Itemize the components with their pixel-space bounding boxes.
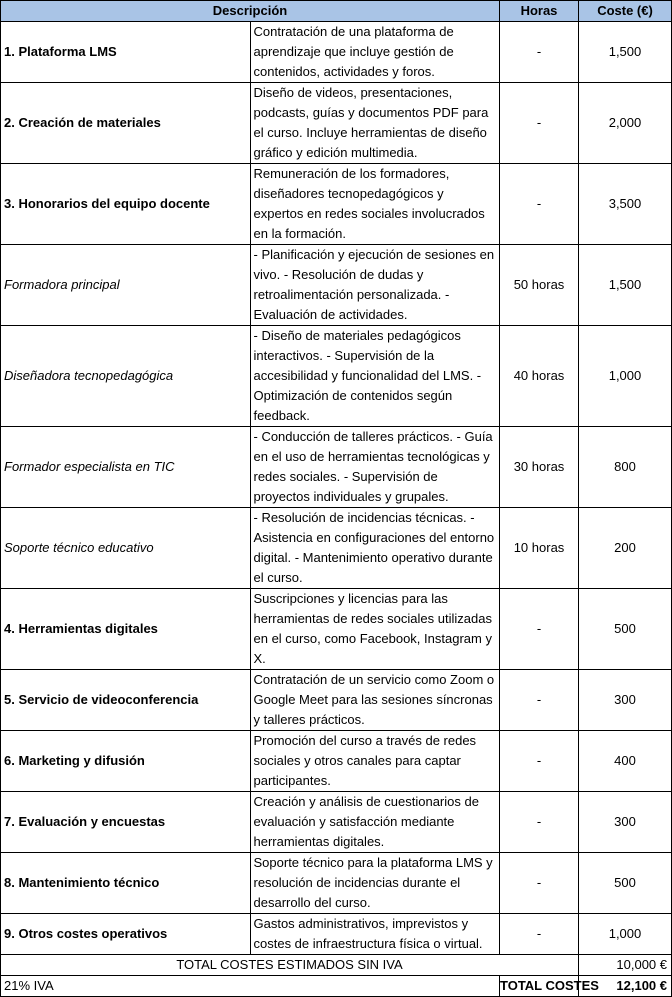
total-row [1, 976, 672, 997]
row-label: 8. Mantenimiento técnico [1, 853, 251, 914]
row-hours: - [500, 83, 579, 164]
row-description: Contratación de un servicio como Zoom o Google Meet para las sesiones síncronas y talleres prácticos. [250, 670, 500, 731]
subtotal-row [1, 955, 672, 976]
table-row [1, 22, 672, 83]
total-value: 12,100 € [579, 976, 672, 997]
header-descripcion: Descripción [1, 1, 500, 22]
row-label: Formador especialista en TIC [1, 427, 251, 508]
row-cost: 300 [579, 670, 672, 731]
row-description: Remuneración de los formadores, diseñadores tecnopedagógicos y expertos en redes sociales involucrados en la formación. [250, 164, 500, 245]
table-row [1, 164, 672, 245]
table-row [1, 589, 672, 670]
table-row [1, 427, 672, 508]
row-label: 4. Herramientas digitales [1, 589, 251, 670]
row-label: 7. Evaluación y encuestas [1, 792, 251, 853]
row-hours: 30 horas [500, 427, 579, 508]
row-description: Soporte técnico para la plataforma LMS y resolución de incidencias durante el desarrollo del curso. [250, 853, 500, 914]
row-cost: 200 [579, 508, 672, 589]
row-label: 3. Honorarios del equipo docente [1, 164, 251, 245]
subtotal-value: 10,000 € [579, 955, 672, 976]
subtotal-label: TOTAL COSTES ESTIMADOS SIN IVA [1, 955, 579, 976]
row-hours: 40 horas [500, 326, 579, 427]
iva-label: 21% IVA [1, 976, 500, 997]
row-description: Diseño de videos, presentaciones, podcasts, guías y documentos PDF para el curso. Incluye herramientas de diseño gráfico y edición multimedia. [250, 83, 500, 164]
table-row [1, 792, 672, 853]
row-label: Soporte técnico educativo [1, 508, 251, 589]
row-cost: 800 [579, 427, 672, 508]
row-label: 2. Creación de materiales [1, 83, 251, 164]
row-label: 1. Plataforma LMS [1, 22, 251, 83]
table-row [1, 83, 672, 164]
row-description: - Diseño de materiales pedagógicos interactivos. - Supervisión de la accesibilidad y funcionalidad del LMS. - Optimización de contenidos según feedback. [250, 326, 500, 427]
total-label: TOTAL COSTES [500, 976, 579, 997]
row-cost: 1,500 [579, 245, 672, 326]
row-label: Diseñadora tecnopedagógica [1, 326, 251, 427]
row-label: 5. Servicio de videoconferencia [1, 670, 251, 731]
table-row [1, 670, 672, 731]
row-hours: 10 horas [500, 508, 579, 589]
row-hours: - [500, 670, 579, 731]
table-row [1, 914, 672, 955]
row-hours: - [500, 164, 579, 245]
table-row [1, 245, 672, 326]
header-coste: Coste (€) [579, 1, 672, 22]
row-description: - Resolución de incidencias técnicas. - Asistencia en configuraciones del entorno digital. - Mantenimiento operativo durante el curso. [250, 508, 500, 589]
row-label: 6. Marketing y difusión [1, 731, 251, 792]
header-row [1, 1, 672, 22]
row-label: 9. Otros costes operativos [1, 914, 251, 955]
row-cost: 400 [579, 731, 672, 792]
row-hours: - [500, 731, 579, 792]
row-cost: 2,000 [579, 83, 672, 164]
row-cost: 500 [579, 589, 672, 670]
row-description: Gastos administrativos, imprevistos y costes de infraestructura física o virtual. [250, 914, 500, 955]
table-row [1, 731, 672, 792]
header-horas: Horas [500, 1, 579, 22]
row-cost: 300 [579, 792, 672, 853]
row-hours: - [500, 853, 579, 914]
row-cost: 1,000 [579, 326, 672, 427]
row-description: Suscripciones y licencias para las herramientas de redes sociales utilizadas en el curso, como Facebook, Instagram y X. [250, 589, 500, 670]
row-cost: 3,500 [579, 164, 672, 245]
row-description: - Planificación y ejecución de sesiones en vivo. - Resolución de dudas y retroalimentación personalizada. - Evaluación de actividades. [250, 245, 500, 326]
table-row [1, 508, 672, 589]
row-cost: 500 [579, 853, 672, 914]
table-row [1, 326, 672, 427]
table-row [1, 853, 672, 914]
row-description: Promoción del curso a través de redes sociales y otros canales para captar participantes. [250, 731, 500, 792]
row-hours: - [500, 22, 579, 83]
row-hours: 50 horas [500, 245, 579, 326]
row-description: Contratación de una plataforma de aprendizaje que incluye gestión de contenidos, actividades y foros. [250, 22, 500, 83]
row-hours: - [500, 589, 579, 670]
row-description: Creación y análisis de cuestionarios de evaluación y satisfacción mediante herramientas digitales. [250, 792, 500, 853]
row-hours: - [500, 914, 579, 955]
row-cost: 1,500 [579, 22, 672, 83]
row-description: - Conducción de talleres prácticos. - Guía en el uso de herramientas tecnológicas y redes sociales. - Supervisión de proyectos individuales y grupales. [250, 427, 500, 508]
row-hours: - [500, 792, 579, 853]
row-label: Formadora principal [1, 245, 251, 326]
row-cost: 1,000 [579, 914, 672, 955]
